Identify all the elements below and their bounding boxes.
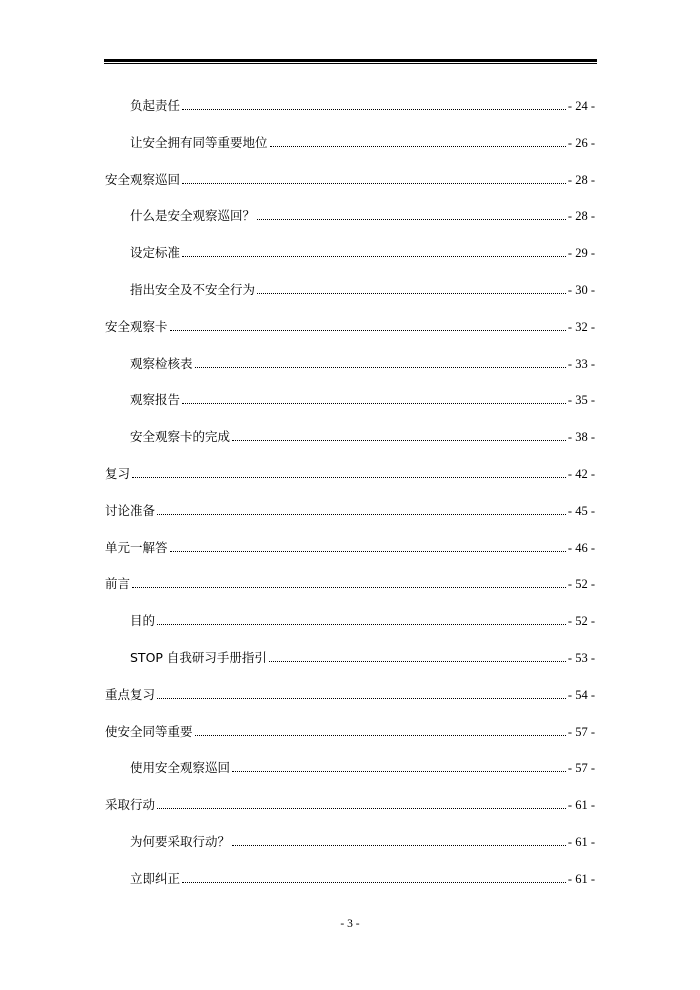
toc-dot-leader	[270, 146, 566, 147]
toc-entry-title: 使用安全观察巡回	[130, 760, 231, 776]
toc-entry-title: 设定标准	[130, 245, 181, 261]
toc-entry[interactable]	[130, 830, 595, 850]
toc-entry[interactable]	[105, 793, 595, 813]
toc-dot-leader	[257, 219, 566, 220]
toc-entry-page: - 57 -	[567, 724, 595, 739]
toc-entry-title: 采取行动	[105, 797, 156, 813]
toc-entry-title: 为何要采取行动？	[130, 834, 231, 849]
toc-entry-page: - 52 -	[567, 577, 595, 592]
toc-dot-leader	[182, 403, 566, 404]
toc-entry-title: 使安全同等重要	[105, 723, 193, 739]
toc-entry[interactable]	[105, 315, 595, 335]
header-rule-thin	[104, 63, 597, 64]
toc-dot-leader	[157, 808, 566, 809]
toc-dot-leader	[195, 735, 566, 736]
toc-entry[interactable]	[105, 499, 595, 519]
toc-entry[interactable]	[130, 278, 595, 298]
toc-entry-page: - 28 -	[567, 209, 595, 224]
toc-entry-page: - 26 -	[567, 135, 595, 150]
toc-dot-leader	[269, 661, 566, 662]
toc-entry-title: 复习	[105, 466, 131, 481]
toc-entry-page: - 32 -	[567, 319, 595, 334]
toc-dot-leader	[157, 698, 566, 699]
toc-entry[interactable]	[130, 867, 595, 887]
toc-entry-title: 什么是安全观察巡回？	[130, 208, 256, 224]
toc-dot-leader	[157, 624, 566, 625]
toc-entry[interactable]	[130, 352, 595, 372]
toc-entry-title: 安全观察卡	[105, 318, 168, 334]
toc-entry-page: - 28 -	[567, 172, 595, 187]
toc-entry-page: - 54 -	[567, 687, 595, 702]
toc-dot-leader	[195, 367, 566, 368]
toc-entry-title: 重点复习	[105, 686, 156, 702]
toc-entry-page: - 53 -	[567, 651, 595, 665]
toc-dot-leader	[182, 109, 566, 110]
toc-dot-leader	[232, 771, 566, 772]
toc-entry-title: 负起责任	[130, 98, 181, 113]
toc-entry-title: 让安全拥有同等重要地位	[130, 134, 268, 150]
toc-entry-title: STOP 自我研习手册指引	[130, 650, 267, 665]
toc-entry[interactable]	[130, 609, 595, 629]
toc-entry[interactable]	[130, 756, 595, 776]
toc-entry[interactable]	[105, 720, 595, 740]
toc-dot-leader	[170, 551, 566, 552]
toc-dot-leader	[232, 440, 566, 441]
toc-entry[interactable]	[105, 536, 595, 556]
header-rule-thick	[104, 59, 597, 62]
toc-entry[interactable]	[130, 646, 595, 666]
toc-entry[interactable]	[105, 462, 595, 482]
toc-entry-title: 目的	[130, 613, 156, 629]
toc-entry-title: 观察报告	[130, 392, 181, 408]
toc-entry[interactable]	[105, 683, 595, 703]
toc-entry-page: - 61 -	[567, 798, 595, 813]
toc-entry-page: - 38 -	[567, 430, 595, 445]
toc-dot-leader	[170, 330, 566, 331]
toc-entry-page: - 42 -	[567, 467, 595, 481]
toc-entry[interactable]	[130, 131, 595, 151]
toc-entry[interactable]	[130, 94, 595, 114]
toc-entry-page: - 33 -	[567, 356, 595, 371]
toc-entry-page: - 52 -	[567, 614, 595, 629]
toc-entry-page: - 29 -	[567, 246, 595, 261]
toc-entry-title: 观察检核表	[130, 355, 193, 371]
toc-entry-title: 安全观察巡回	[105, 171, 181, 187]
toc-dot-leader	[182, 183, 566, 184]
toc-dot-leader	[232, 845, 566, 846]
toc-entry-title: 单元一解答	[105, 539, 168, 555]
toc-entry-title: 立即纠正	[130, 870, 181, 886]
toc-entry-page: - 46 -	[567, 540, 595, 555]
toc-entry[interactable]	[105, 572, 595, 592]
toc-entry-page: - 30 -	[567, 283, 595, 297]
toc-dot-leader	[132, 587, 566, 588]
toc-dot-leader	[132, 477, 566, 478]
toc-entry-title: 安全观察卡的完成	[130, 429, 231, 445]
toc-entry-page: - 35 -	[567, 393, 595, 408]
toc-entry[interactable]	[130, 204, 595, 224]
toc-entry[interactable]	[130, 241, 595, 261]
toc-entry-page: - 45 -	[567, 503, 595, 518]
page-number: - 3 -	[340, 918, 360, 930]
toc-dot-leader	[182, 256, 566, 257]
toc-entry[interactable]	[105, 168, 595, 188]
toc-entry-page: - 61 -	[567, 871, 595, 886]
toc-entry-page: - 57 -	[567, 761, 595, 776]
toc-entry-title: 指出安全及不安全行为	[130, 282, 256, 297]
toc-entry-title: 讨论准备	[105, 502, 156, 518]
toc-entry-title: 前言	[105, 576, 131, 592]
toc-dot-leader	[257, 293, 566, 294]
toc-entry[interactable]	[130, 388, 595, 408]
toc-entry-page: - 24 -	[567, 99, 595, 113]
header-rule	[104, 59, 597, 64]
toc-dot-leader	[157, 514, 566, 515]
toc-dot-leader	[182, 882, 566, 883]
toc-entry[interactable]	[130, 425, 595, 445]
toc-entry-page: - 61 -	[567, 835, 595, 849]
